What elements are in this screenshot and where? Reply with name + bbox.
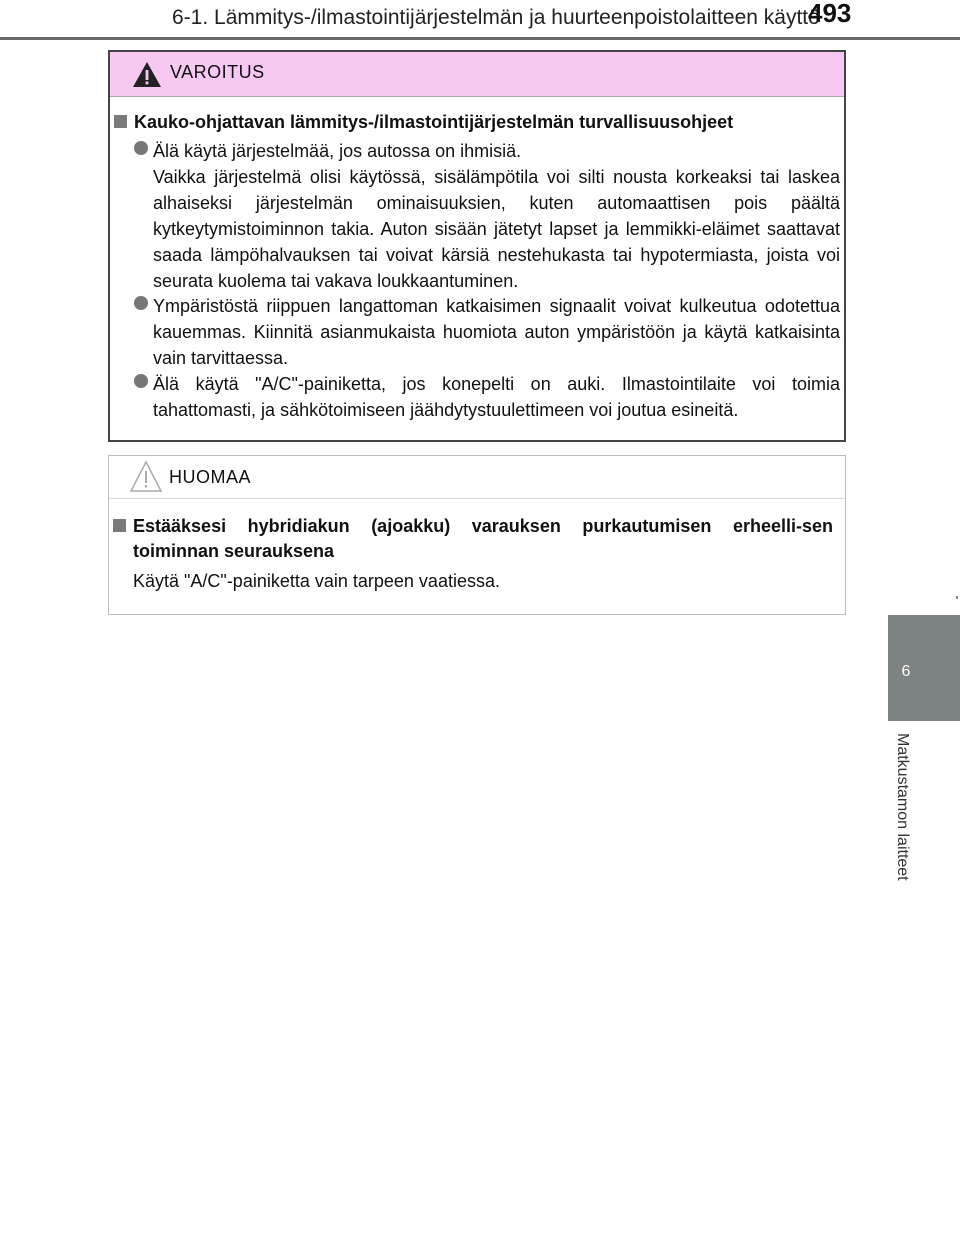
round-bullet-icon [134, 374, 148, 388]
warning-section-title: Kauko-ohjattavan lämmitys-/ilmastointijärjestelmän turvallisuusohjeet [114, 110, 834, 135]
square-bullet-icon [113, 519, 126, 532]
notice-label: HUOMAA [169, 467, 252, 487]
chapter-label-text: Matkustamon laitteet [894, 733, 911, 881]
bullet-text: Ympäristöstä riippuen langattoman katkaisimen signaalit voivat kulkeutua odotettua kauemmas. Kiinnitä asianmukaista huomiota auton ympäristöön ja käytä katkaisinta vain tarvittaessa. [153, 296, 840, 368]
warning-bullet [134, 138, 840, 294]
margin-tick [956, 596, 958, 599]
caution-triangle-icon [129, 460, 163, 493]
round-bullet-icon [134, 296, 148, 310]
page-header-title: 6-1. Lämmitys-/ilmastointijärjestelmän ja huurteenpoistolaitteen käyttö [172, 6, 820, 29]
notice-header [109, 456, 845, 499]
bullet-first-line: Älä käytä järjestelmää, jos autossa on ihmisiä. [153, 141, 522, 161]
warning-label: VAROITUS [170, 62, 265, 82]
bullet-text: Vaikka järjestelmä olisi käytössä, sisälämpötila voi silti nousta korkeaksi tai laskea alhaiseksi järjestelmän ominaisuuksien, kuten automaattisen pois päältä kytkeytymistoiminnon takia. Auton sisään jätetyt lapset ja lemmikki-eläimet saattavat saada lämpöhalvauksen tai voivat kärsiä nestehukasta tai hypotermiasta, joista voi seurata kuolema tai vakava loukkaantuminen. [153, 167, 840, 291]
warning-bullet [134, 293, 840, 371]
page-number: 493 [808, 0, 852, 28]
chapter-number: 6 [901, 663, 911, 680]
warning-header [110, 52, 844, 97]
warning-box [108, 50, 846, 442]
header-rule [0, 37, 960, 40]
square-bullet-icon [114, 115, 127, 128]
notice-box [108, 455, 846, 615]
warning-bullet [134, 371, 840, 423]
bullet-text: Älä käytä "A/C"-painiketta, jos konepelti on auki. Ilmastointilaite voi toimia tahattomasti, ja sähkötoimiseen jäähdytystuulettimeen voi joutua esineitä. [153, 374, 840, 420]
notice-section-title: Estääksesi hybridiakun (ajoakku) varauksen purkautumisen erheelli-sen toiminnan seurauksena [113, 514, 833, 564]
round-bullet-icon [134, 141, 148, 155]
chapter-label [893, 733, 921, 923]
notice-text: Käytä "A/C"-painiketta vain tarpeen vaatiessa. [133, 571, 500, 591]
chapter-tab [888, 615, 960, 721]
warning-triangle-icon [132, 61, 162, 88]
